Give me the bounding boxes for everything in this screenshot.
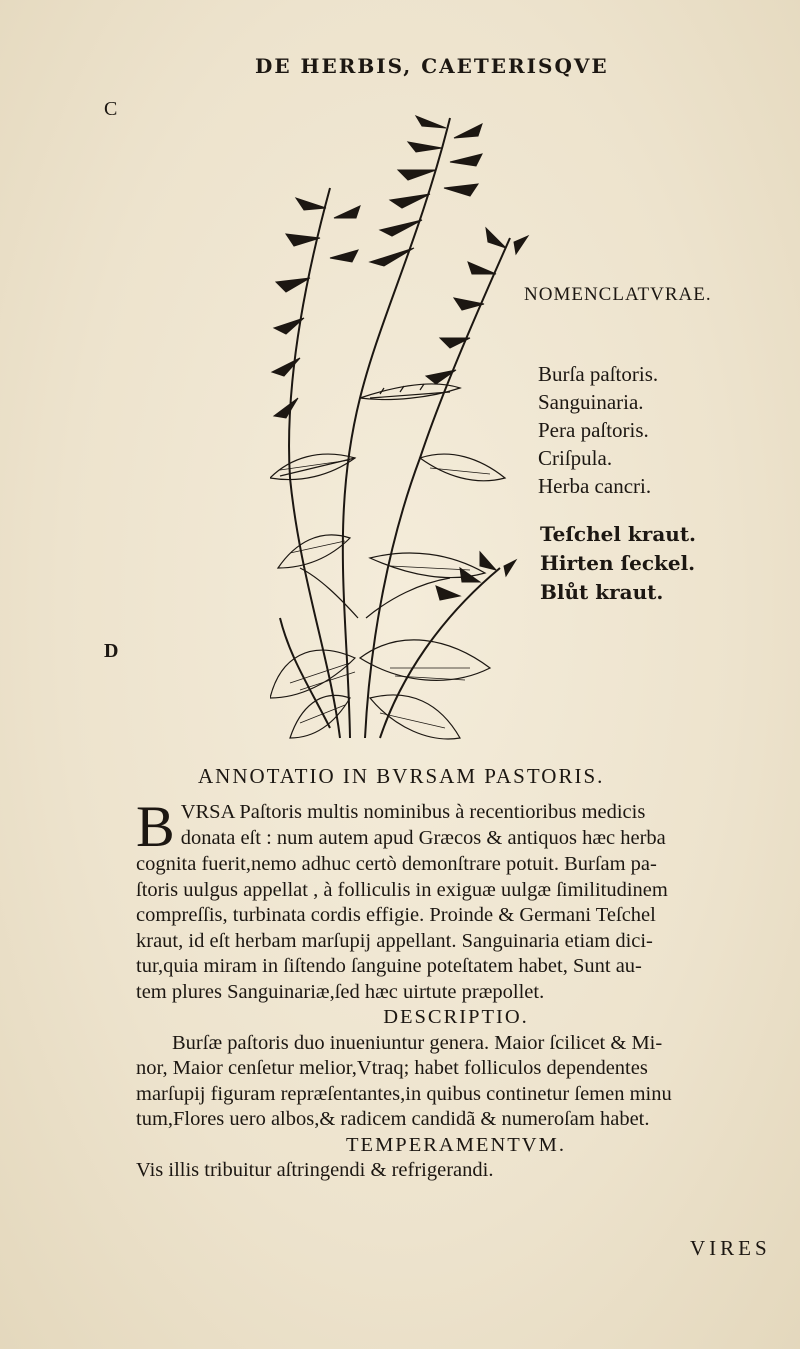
german-name: Teſchel kraut. <box>540 522 697 546</box>
annotatio-line: VRSA Paſtoris multis nominibus à recentioribus medicis <box>180 801 646 823</box>
annotatio-line: donata eſt : num autem apud Græcos & antiquos hæc herba <box>180 826 666 849</box>
descriptio-line: nor, Maior cenſetur melior,Vtraq; habet folliculos dependentes <box>136 1057 648 1079</box>
body-text <box>136 794 776 1184</box>
temperamentum-title: TEMPERAMENTVM. <box>346 1133 566 1156</box>
latin-names-list <box>538 360 658 500</box>
margin-letter-d: D <box>104 640 119 662</box>
annotatio-line: tem plures Sanguinariæ,ſed hæc uirtute præpollet. <box>136 980 545 1003</box>
german-names-list <box>540 520 696 607</box>
latin-name: Herba cancri. <box>538 474 652 498</box>
descriptio-title: DESCRIPTIO. <box>383 1006 529 1028</box>
nomenclature-title: NOMENCLATVRAE. <box>524 284 712 305</box>
annotatio-line: compreſſis, turbinata cordis effigie. Proinde & Germani Teſchel <box>136 904 656 926</box>
latin-name: Burſa paſtoris. <box>538 362 659 386</box>
descriptio-line: marſupij figuram repræſentantes,in quibus continetur ſemen minu <box>136 1082 672 1105</box>
latin-name: Sanguinaria. <box>538 390 644 414</box>
annotatio-line: cognita fuerit,nemo adhuc certò demonſtrare potuit. Burſam pa- <box>136 853 657 875</box>
catchword: VIRES <box>690 1236 771 1260</box>
annotatio-line: kraut, id eſt herbam marſupij appellant. Sanguinaria etiam dici- <box>136 929 653 952</box>
annotatio-title: ANNOTATIO IN BVRSAM PASTORIS. <box>198 764 605 788</box>
descriptio-line: tum,Flores uero albos,& radicem candidã & numeroſam habet. <box>136 1108 650 1130</box>
temperamentum-line: Vis illis tribuitur aſtringendi & refrigerandi. <box>136 1159 494 1181</box>
running-head: DE HERBIS, CAETERISQVE <box>255 54 609 78</box>
drop-cap: B <box>136 794 175 859</box>
descriptio-line: Burſæ paſtoris duo inueniuntur genera. Maior ſcilicet & Mi- <box>172 1031 663 1054</box>
shepherds-purse-woodcut <box>270 98 530 758</box>
margin-letter-c: C <box>104 98 118 120</box>
annotatio-line: ſtoris uulgus appellat , à folliculis in exiguæ uulgæ ſimilitudinem <box>136 878 668 901</box>
german-name: Hirten ſeckel. <box>540 551 696 575</box>
annotatio-line: tur,quia miram in ſiſtendo ſanguine poteſtatem habet, Sunt au- <box>136 955 642 977</box>
latin-name: Criſpula. <box>538 446 613 470</box>
latin-name: Pera paſtoris. <box>538 418 649 442</box>
german-name: Blůt kraut. <box>540 580 664 604</box>
